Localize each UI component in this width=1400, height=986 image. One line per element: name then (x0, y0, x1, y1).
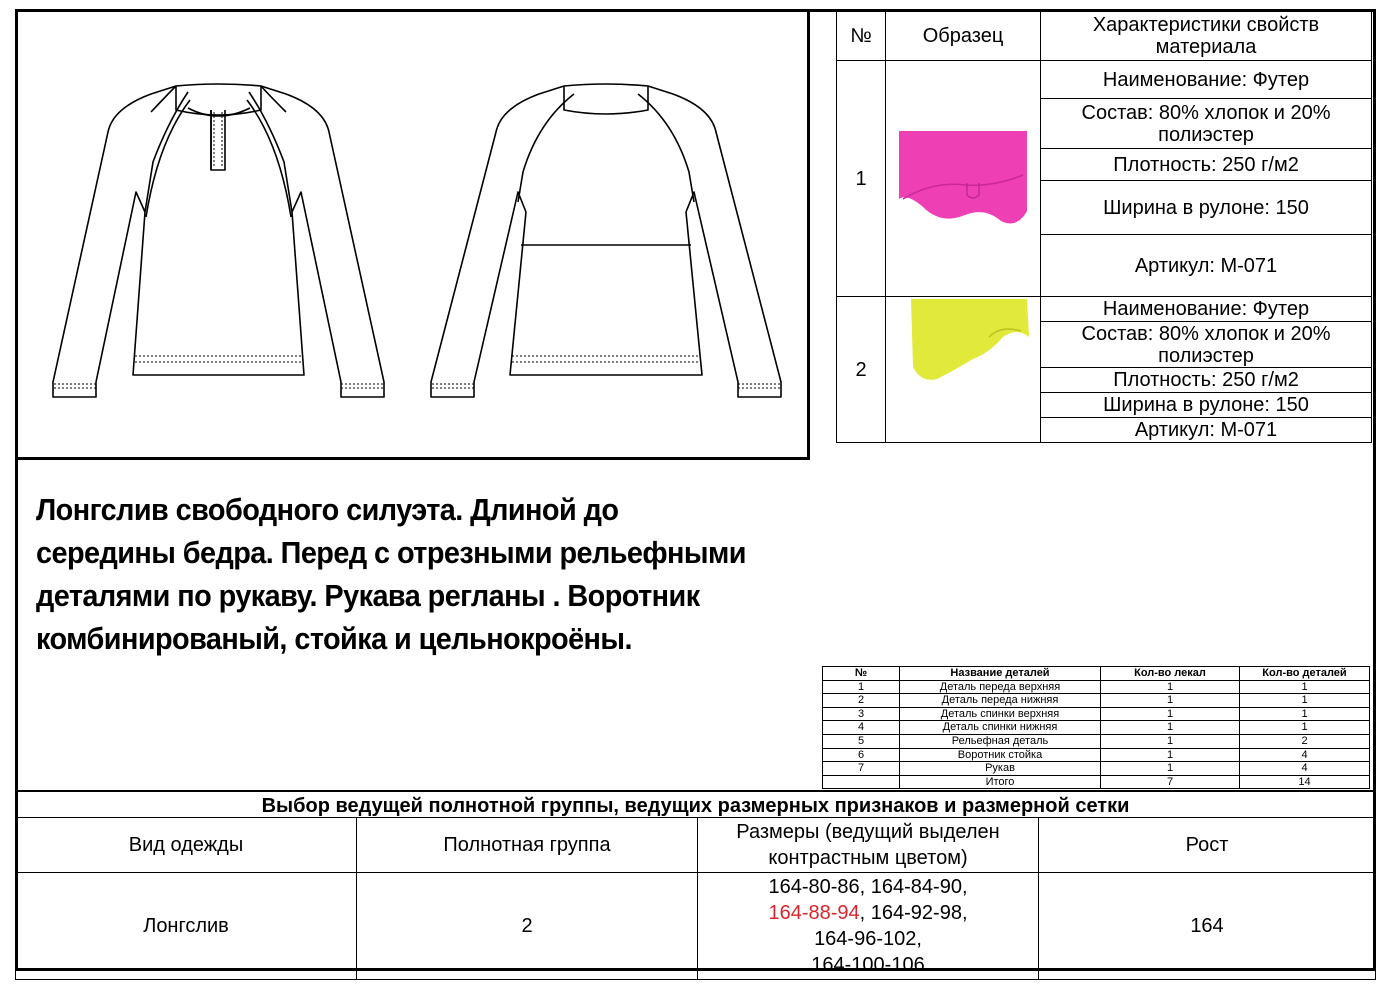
sizes-title: Выбор ведущей полнотной группы, ведущих размерных признаков и размерной сетки (15, 790, 1376, 818)
materials-header-num: № (837, 11, 886, 61)
material-row (837, 297, 1372, 322)
sketch-panel (15, 9, 810, 460)
material-name: Наименование: Футер (1041, 297, 1372, 322)
part-count: 1 (1240, 680, 1370, 694)
material-composition: Состав: 80% хлопок и 20% полиэстер (1041, 99, 1372, 149)
part-name: Деталь спинки нижняя (900, 721, 1101, 735)
parts-header-num: № (823, 667, 900, 681)
lead-size: 164-88-94 (768, 902, 860, 924)
part-num: 6 (823, 748, 900, 762)
table-row (823, 721, 1370, 735)
material-density: Плотность: 250 г/м2 (1041, 368, 1372, 393)
table-row (823, 707, 1370, 721)
part-patterns: 1 (1101, 762, 1240, 776)
total-count: 14 (1240, 775, 1370, 789)
materials-header-props: Характеристики свойств материала (1041, 11, 1372, 61)
materials-header-sample: Образец (886, 11, 1041, 61)
front-view-drawing (53, 84, 384, 397)
size-line-1: 164-80-86, 164-84-90, (768, 876, 968, 898)
part-name: Рукав (900, 762, 1101, 776)
part-num: 5 (823, 734, 900, 748)
part-num: 7 (823, 762, 900, 776)
part-patterns: 1 (1101, 721, 1240, 735)
material-width: Ширина в рулоне: 150 (1041, 181, 1372, 235)
sizes-header-sizes: Размеры (ведущий выделен контрастным цветом) (698, 818, 1039, 873)
parts-header-name: Название деталей (900, 667, 1101, 681)
fabric-swatch-yellow (893, 297, 1033, 387)
size-line-2: , 164-92-98, (859, 902, 968, 924)
materials-table (836, 10, 1372, 443)
sizes-data-row (16, 873, 1376, 980)
part-name: Деталь переда верхняя (900, 680, 1101, 694)
material-num: 1 (837, 61, 886, 297)
size-range (698, 873, 1039, 980)
part-name: Деталь спинки верхняя (900, 707, 1101, 721)
material-swatch-cell (886, 297, 1041, 443)
garment-description: Лонгслив свободного силуэта. Длиной до середины бедра. Перед с отрезными рельефными деталями по рукаву. Рукава регланы . Воротник комбинированый, стойка и цельнокроёны. (36, 492, 746, 656)
part-count: 2 (1240, 734, 1370, 748)
material-article: Артикул: М-071 (1041, 235, 1372, 297)
parts-table (822, 666, 1370, 789)
sizes-header-garment: Вид одежды (16, 818, 357, 873)
part-count: 1 (1240, 707, 1370, 721)
table-row (823, 680, 1370, 694)
material-name: Наименование: Футер (1041, 61, 1372, 99)
fullness-group: 2 (357, 873, 698, 980)
sizes-header-fullness: Полнотная группа (357, 818, 698, 873)
part-num: 3 (823, 707, 900, 721)
part-num: 4 (823, 721, 900, 735)
part-patterns: 1 (1101, 748, 1240, 762)
material-num: 2 (837, 297, 886, 443)
parts-header-count: Кол-во деталей (1240, 667, 1370, 681)
material-article: Артикул: М-071 (1041, 418, 1372, 443)
materials-header-row (837, 11, 1372, 61)
part-count: 1 (1240, 721, 1370, 735)
part-name: Воротник стойка (900, 748, 1101, 762)
material-width: Ширина в рулоне: 150 (1041, 393, 1372, 418)
part-name: Рельефная деталь (900, 734, 1101, 748)
part-num: 2 (823, 694, 900, 708)
total-patterns: 7 (1101, 775, 1240, 789)
part-patterns: 1 (1101, 694, 1240, 708)
garment-height: 164 (1039, 873, 1376, 980)
sizes-header-height: Рост (1039, 818, 1376, 873)
size-line-3: 164-96-102, (814, 928, 922, 950)
parts-total-row (823, 775, 1370, 789)
table-row (823, 762, 1370, 776)
part-count: 4 (1240, 748, 1370, 762)
table-row (823, 694, 1370, 708)
longsleeve-sketch (18, 12, 813, 463)
parts-header-row (823, 667, 1370, 681)
sizes-table (15, 817, 1376, 980)
fabric-swatch-pink (893, 121, 1033, 231)
total-num (823, 775, 900, 789)
material-density: Плотность: 250 г/м2 (1041, 149, 1372, 181)
material-swatch-cell (886, 61, 1041, 297)
table-row (823, 734, 1370, 748)
back-view-drawing (431, 84, 781, 397)
garment-type: Лонгслив (16, 873, 357, 980)
material-row (837, 61, 1372, 99)
part-num: 1 (823, 680, 900, 694)
size-line-4: 164-100-106 (811, 954, 925, 976)
material-composition: Состав: 80% хлопок и 20% полиэстер (1041, 322, 1372, 368)
parts-header-patterns: Кол-во лекал (1101, 667, 1240, 681)
table-row (823, 748, 1370, 762)
part-patterns: 1 (1101, 707, 1240, 721)
part-count: 1 (1240, 694, 1370, 708)
part-name: Деталь переда нижняя (900, 694, 1101, 708)
part-patterns: 1 (1101, 734, 1240, 748)
part-count: 4 (1240, 762, 1370, 776)
sizes-header-row (16, 818, 1376, 873)
part-patterns: 1 (1101, 680, 1240, 694)
total-label: Итого (900, 775, 1101, 789)
